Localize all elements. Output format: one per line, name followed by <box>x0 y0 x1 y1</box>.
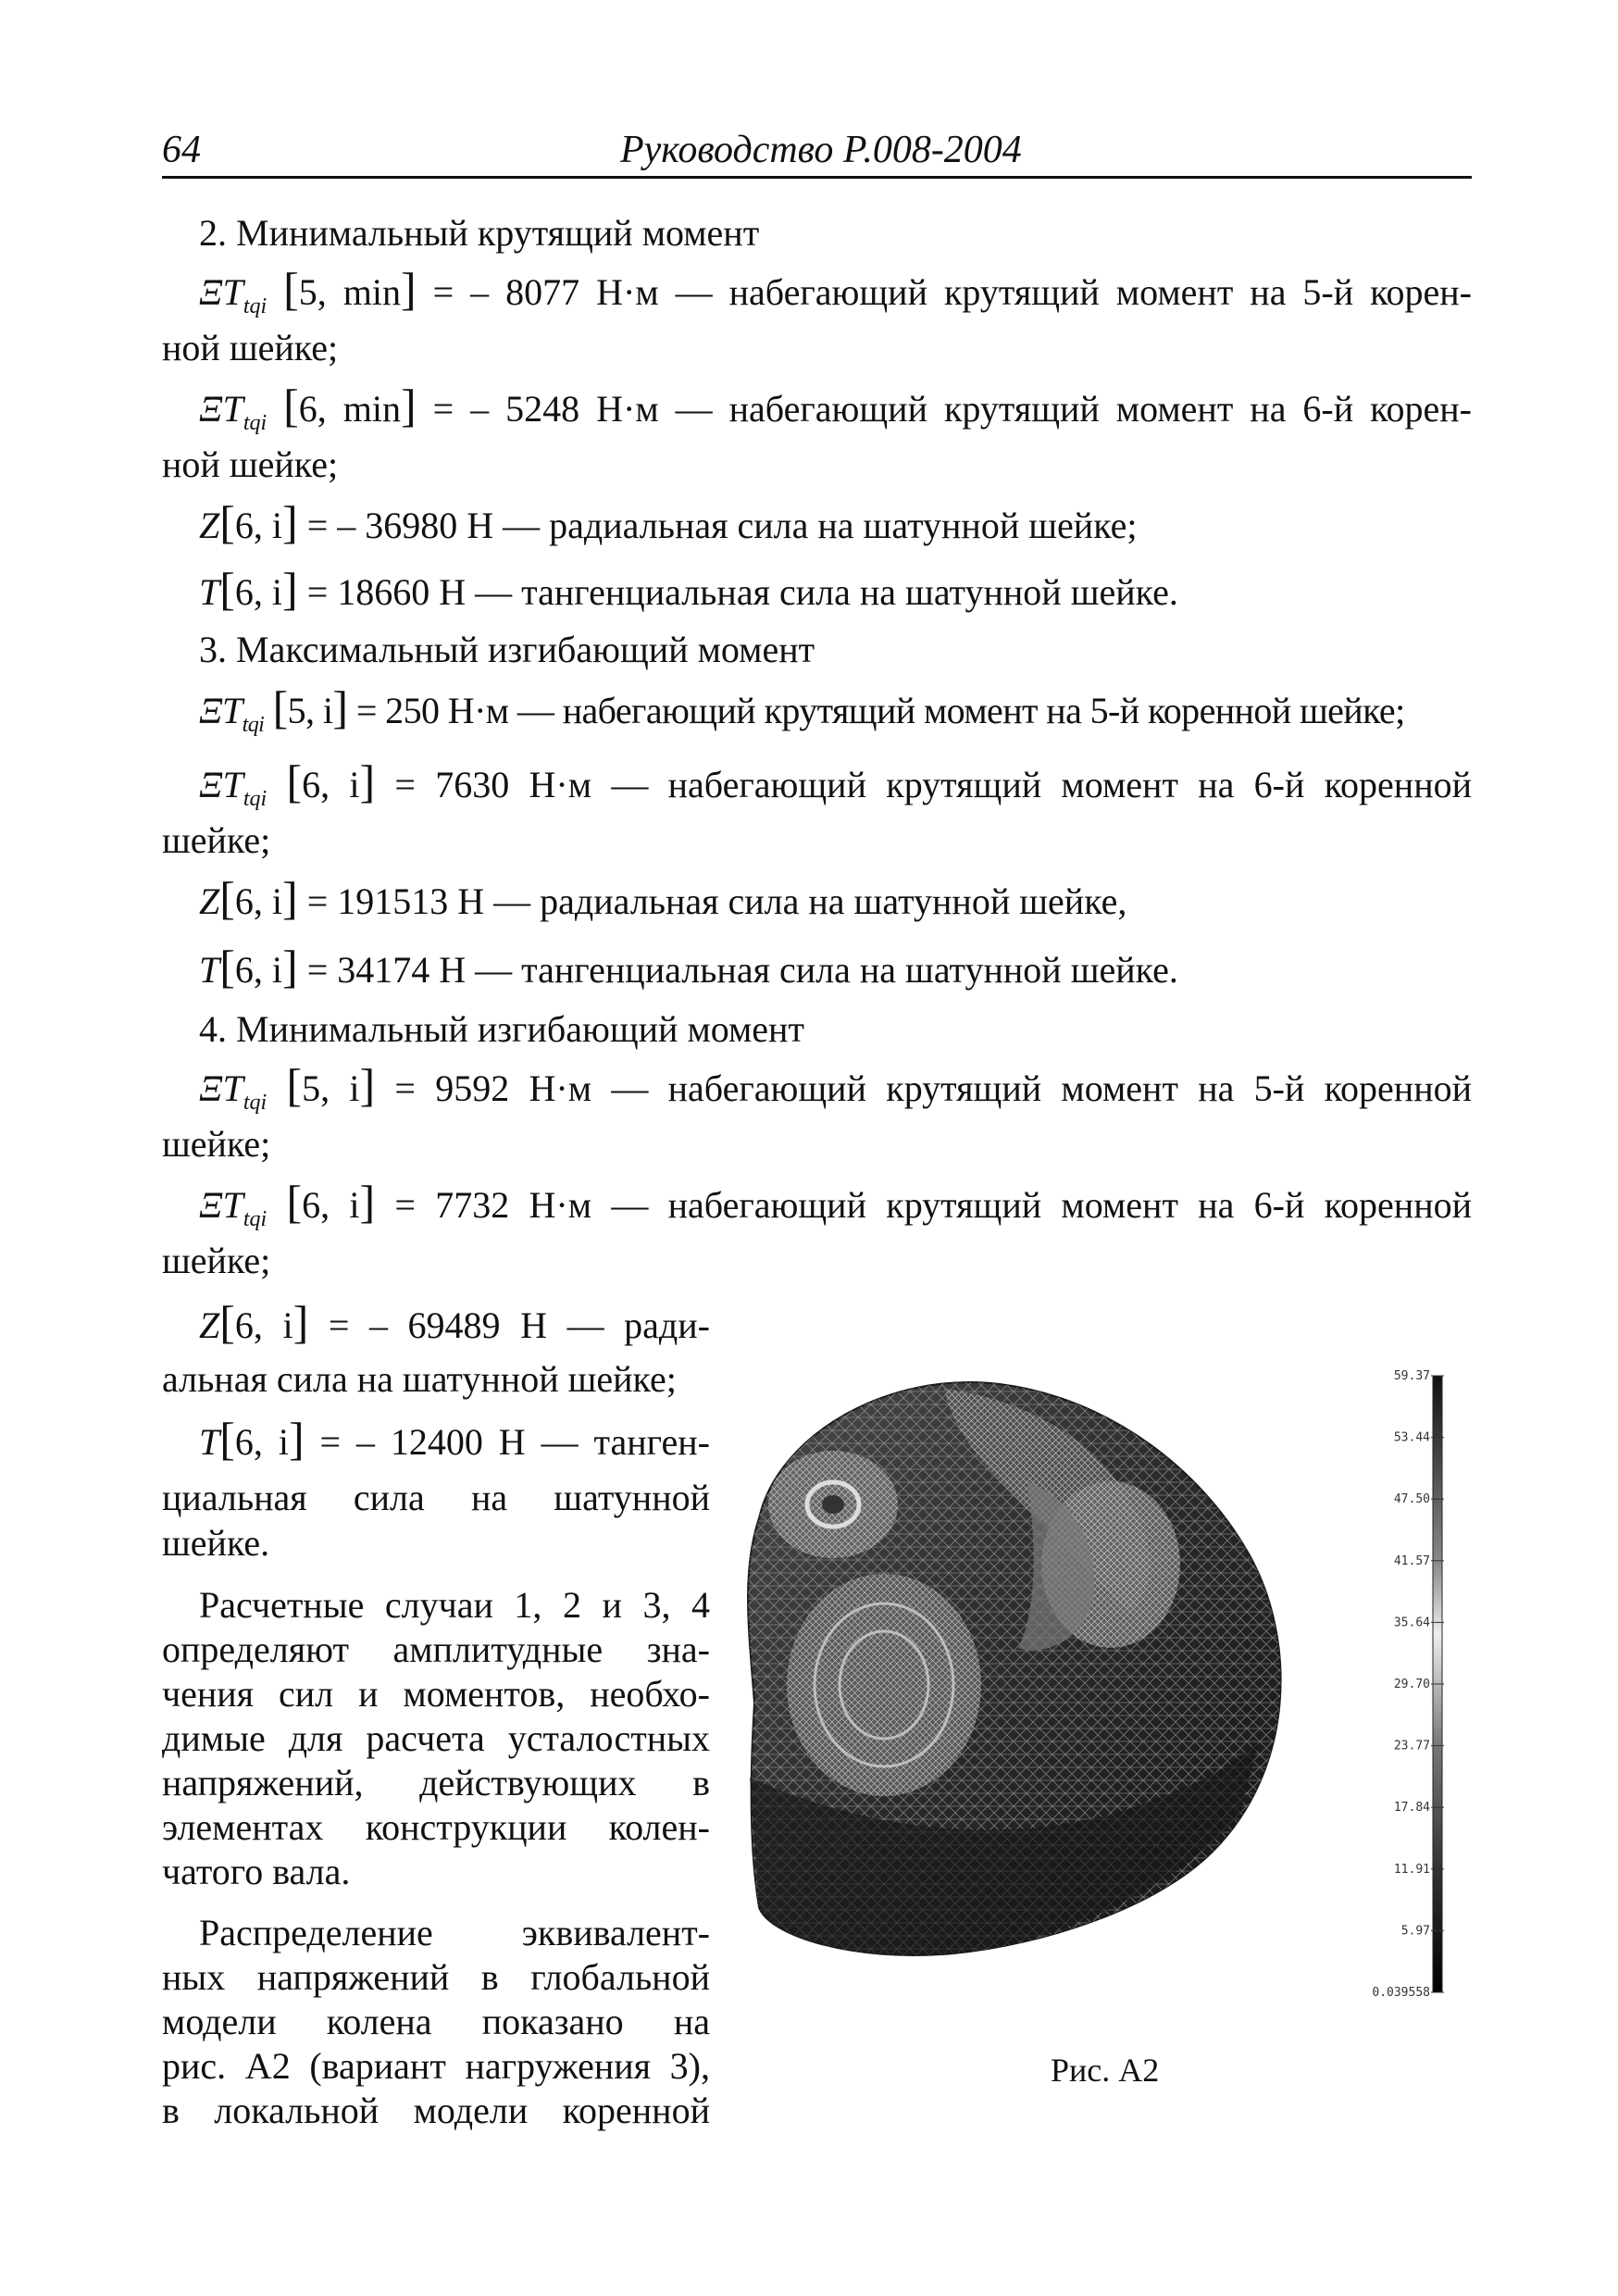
formula-symbol: T <box>199 1421 220 1463</box>
formula-index: 5, min <box>298 271 401 313</box>
section-heading: 2. Минимальный крутящий момент <box>199 212 760 254</box>
paragraph-line: в локальной модели коренной <box>162 2090 710 2131</box>
section-heading: 3. Максимальный изгибающий момент <box>199 629 815 670</box>
legend-tick-label: 47.50 <box>1393 1492 1430 1507</box>
text-line: шейке. <box>162 1522 270 1564</box>
formula-symbol: Z <box>199 880 220 922</box>
formula-subscript: tqi <box>243 787 268 811</box>
formula-index: 5, i <box>302 1067 360 1109</box>
formula-text: = – 69489 Н — ради- <box>328 1304 711 1346</box>
formula-line: Z[6, i] = – 69489 Н — ради- <box>199 1296 711 1348</box>
formula-subscript: tqi <box>243 411 268 435</box>
text-line: ной шейке; <box>162 443 339 485</box>
legend-tick-label: 29.70 <box>1393 1678 1430 1691</box>
formula-text: = – 36980 Н — радиальная сила на шатунной шейке; <box>306 505 1138 546</box>
formula-line: T[6, i] = – 12400 Н — танген- <box>199 1413 711 1465</box>
formula-line: Z[6, i] = 191513 Н — радиальная сила на шатунной шейке, <box>199 872 1127 924</box>
legend-tick-label: 59.37 <box>1393 1369 1430 1383</box>
formula-subscript: tqi <box>243 1207 268 1231</box>
formula-text: = – 5248 Н·м — набегающий крутящий момент на 6-й корен- <box>432 388 1473 430</box>
formula-text: = – 12400 Н — танген- <box>319 1421 711 1463</box>
paragraph-line: чения сил и моментов, необхо- <box>162 1673 710 1715</box>
paragraph-line: определяют амплитудные зна- <box>162 1628 710 1670</box>
page-header <box>162 128 1472 179</box>
page-number: 64 <box>162 129 201 171</box>
stress-distribution-figure <box>722 1333 1481 2018</box>
paragraph-line: напряжений, действующих в <box>162 1762 710 1803</box>
paragraph-line: димые для расчета усталостных <box>162 1717 710 1759</box>
formula-line: $\Xi T_{tqi}$ [6, i] = 7732 Н·м — набегающий крутящий момент на 6-й коренной <box>199 1176 1473 1231</box>
formula-symbol: T <box>199 949 220 991</box>
formula-index: 6, i <box>302 1184 360 1226</box>
legend-tick-label: 17.84 <box>1393 1801 1430 1816</box>
formula-line: $\Xi T_{tqi}$ [6, i] = 7630 Н·м — набегающий крутящий момент на 6-й коренной <box>199 755 1473 811</box>
paragraph-line: ных напряжений в глобальной <box>162 1956 710 1998</box>
formula-line: $\Xi T_{tqi}$ [5, i] = 250 Н·м — набегающий крутящий момент на 5-й коренной шейке; <box>199 681 1405 737</box>
formula-index: 6, i <box>234 1304 293 1346</box>
formula-symbol: ΞT <box>199 690 243 731</box>
formula-subscript: tqi <box>243 294 268 318</box>
legend-tick-label: 23.77 <box>1393 1739 1430 1753</box>
formula-index: 6, i <box>302 764 360 805</box>
formula-text: = 191513 Н — радиальная сила на шатунной шейке, <box>306 880 1127 922</box>
paragraph-line: элементах конструкции колен- <box>162 1806 710 1848</box>
text-line: альная сила на шатунной шейке; <box>162 1358 677 1400</box>
text-line: шейке; <box>162 1240 271 1281</box>
formula-text: = 7732 Н·м — набегающий крутящий момент на 6-й коренной <box>394 1184 1473 1226</box>
formula-line: $\Xi T_{tqi}$ [5, min] = – 8077 Н·м — набегающий крутящий момент на 5-й корен- <box>199 263 1473 318</box>
formula-index: 6, i <box>234 949 283 991</box>
legend-tick-label: 53.44 <box>1393 1430 1430 1445</box>
stress-legend <box>1372 1369 1444 2000</box>
formula-index: 6, i <box>234 505 283 546</box>
paragraph-line: Расчетные случаи 1, 2 и 3, 4 <box>199 1584 710 1626</box>
formula-text: = 34174 Н — тангенциальная сила на шатунной шейке. <box>306 949 1178 991</box>
formula-subscript: tqi <box>243 1091 268 1115</box>
formula-line: T[6, i] = 34174 Н — тангенциальная сила на шатунной шейке. <box>199 941 1178 992</box>
text-line: циальная сила на шатунной <box>162 1477 710 1518</box>
formula-index: 6, min <box>298 388 401 430</box>
paragraph-line: рис. А2 (вариант нагружения 3), <box>162 2045 710 2087</box>
legend-tick-label: 35.64 <box>1393 1616 1430 1630</box>
formula-symbol: ΞT <box>199 764 243 805</box>
paragraph-line: Распределение эквивалент- <box>199 1912 710 1953</box>
legend-tick-label: 5.97 <box>1400 1924 1430 1939</box>
formula-symbol: T <box>199 571 220 613</box>
formula-text: = – 8077 Н·м — набегающий крутящий момент на 5-й корен- <box>432 271 1473 313</box>
legend-tick-label: 11.91 <box>1393 1862 1430 1877</box>
legend-tick-label: 0.039558 <box>1372 1986 1430 2000</box>
formula-symbol: ΞT <box>199 388 243 430</box>
section-heading: 4. Минимальный изгибающий момент <box>199 1008 804 1050</box>
text-line: ной шейке; <box>162 327 339 368</box>
formula-index: 6, i <box>234 880 283 922</box>
formula-index: 6, i <box>234 1421 289 1463</box>
formula-symbol: ΞT <box>199 271 243 313</box>
formula-subscript: tqi <box>242 713 265 737</box>
document-title: Руководство Р.008-2004 <box>620 129 1022 171</box>
formula-text: = 250 Н·м — набегающий крутящий момент на 5-й коренной шейке; <box>355 690 1405 731</box>
legend-tick-label: 41.57 <box>1393 1554 1430 1568</box>
paragraph-line: модели колена показано на <box>162 2001 710 2042</box>
formula-symbol: ΞT <box>199 1184 243 1226</box>
formula-symbol: Z <box>199 505 220 546</box>
formula-symbol: Z <box>199 1304 220 1346</box>
formula-symbol: ΞT <box>199 1067 243 1109</box>
text-line: шейке; <box>162 819 271 861</box>
figure-caption: Рис. А2 <box>1051 2052 1160 2089</box>
paragraph-line: чатого вала. <box>162 1851 351 1892</box>
formula-line: $\Xi T_{tqi}$ [5, i] = 9592 Н·м — набегающий крутящий момент на 5-й коренной <box>199 1059 1473 1115</box>
crankshaft-model <box>748 1382 1281 1955</box>
text-line: шейке; <box>162 1123 271 1165</box>
formula-text: = 18660 Н — тангенциальная сила на шатунной шейке. <box>306 571 1178 613</box>
formula-line: $\Xi T_{tqi}$ [6, min] = – 5248 Н·м — набегающий крутящий момент на 6-й корен- <box>199 380 1473 435</box>
formula-index: 5, i <box>287 690 333 731</box>
formula-line: T[6, i] = 18660 Н — тангенциальная сила на шатунной шейке. <box>199 563 1178 615</box>
formula-index: 6, i <box>234 571 283 613</box>
formula-line: Z[6, i] = – 36980 Н — радиальная сила на шатунной шейке; <box>199 496 1138 548</box>
formula-text: = 9592 Н·м — набегающий крутящий момент на 5-й коренной <box>394 1067 1473 1109</box>
formula-text: = 7630 Н·м — набегающий крутящий момент на 6-й коренной <box>394 764 1473 805</box>
